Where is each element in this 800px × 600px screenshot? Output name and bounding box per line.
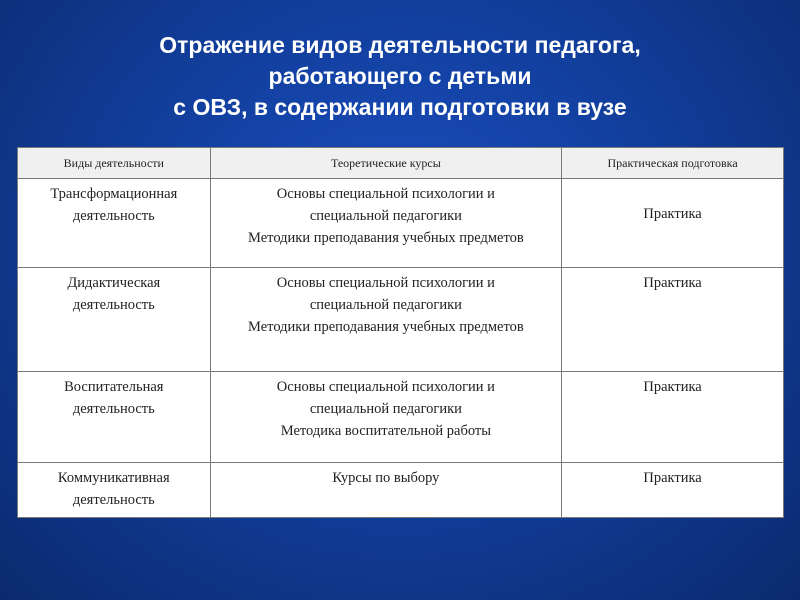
table-row <box>18 268 784 372</box>
activity-text: деятельность <box>72 401 155 417</box>
practice-text: Практика <box>643 379 702 395</box>
practice-cell <box>562 463 784 518</box>
courses-cell <box>210 463 562 518</box>
course-text: специальной педагогики <box>309 297 462 313</box>
activity-cell <box>18 179 211 268</box>
activity-text: деятельность <box>72 297 155 313</box>
header-practical-training: Практическая подготовка <box>562 148 784 179</box>
activity-table <box>17 147 784 518</box>
course-text: Основы специальной психологии и <box>276 379 495 395</box>
activity-cell <box>18 463 211 518</box>
title-line-1: Отражение видов деятельности педагога, <box>159 32 641 58</box>
activity-text: Трансформационная <box>50 186 178 202</box>
header-activity-types: Виды деятельности <box>18 148 211 179</box>
practice-cell <box>562 179 784 268</box>
courses-cell <box>210 179 562 268</box>
course-text: Курсы по выбору <box>332 470 440 486</box>
title-line-2: работающего с детьми <box>268 63 532 89</box>
slide-title <box>0 30 800 123</box>
activity-text: Дидактическая <box>67 275 161 291</box>
course-text: Методики преподавания учебных предметов <box>248 319 524 335</box>
activity-cell <box>18 268 211 372</box>
activity-text: Воспитательная <box>64 379 164 395</box>
activity-text: деятельность <box>72 208 155 224</box>
table-row <box>18 463 784 518</box>
course-text: Методики преподавания учебных предметов <box>248 230 524 246</box>
activity-text: деятельность <box>72 492 155 508</box>
activity-cell <box>18 372 211 463</box>
course-text: Основы специальной психологии и <box>276 186 495 202</box>
practice-text: Практика <box>643 470 702 486</box>
practice-text: Практика <box>643 275 702 291</box>
header-theoretical-courses: Теоретические курсы <box>210 148 562 179</box>
practice-cell <box>562 268 784 372</box>
courses-cell <box>210 268 562 372</box>
course-text: специальной педагогики <box>309 401 462 417</box>
table-header-row <box>18 148 784 179</box>
practice-text: Практика <box>643 206 702 222</box>
courses-cell <box>210 372 562 463</box>
course-text: Основы специальной психологии и <box>276 275 495 291</box>
activity-text: Коммуникативная <box>57 470 170 486</box>
title-line-3: с ОВЗ, в содержании подготовки в вузе <box>173 94 627 120</box>
practice-cell <box>562 372 784 463</box>
table-row <box>18 372 784 463</box>
course-text: специальной педагогики <box>309 208 462 224</box>
course-text: Методика воспитательной работы <box>280 423 491 439</box>
table-row <box>18 179 784 268</box>
